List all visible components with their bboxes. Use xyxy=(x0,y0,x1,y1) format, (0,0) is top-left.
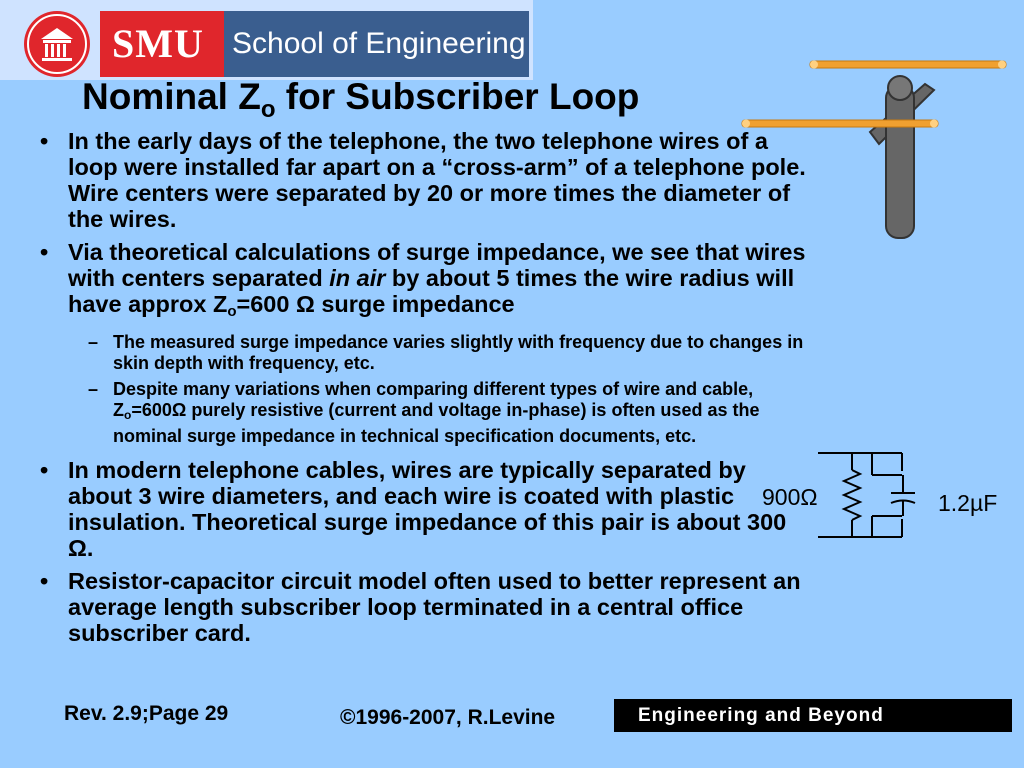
subbullet-subscript: o xyxy=(124,408,132,422)
bullet-text: =600 Ω surge impedance xyxy=(236,291,515,317)
bullet-subscript: o xyxy=(227,303,237,320)
dash-marker: – xyxy=(88,332,99,352)
subbullet-text: =600Ω purely resistive (current and voltage in-phase) is often used as the nominal surge impedance in technical specification documents, etc. xyxy=(113,400,760,446)
bullet-text: Via theoretical calculations of surge impedance, we see that wires with centers separated xyxy=(68,239,806,291)
bullet-text: In modern telephone cables, wires are typically separated by about 3 wire diameters, and each wire is coated with plastic insulation. Theoretical surge impedance of this pair is about 300 Ω. xyxy=(68,457,787,561)
bullet-marker: • xyxy=(40,239,49,265)
school-name: School of Engineering xyxy=(232,27,526,60)
title-rest: for Subscriber Loop xyxy=(275,76,640,117)
brand-name: SMU xyxy=(112,21,204,66)
subbullet-item xyxy=(40,332,810,374)
bullet-marker: • xyxy=(40,457,49,483)
bullet-marker: • xyxy=(40,128,49,154)
slide-title xyxy=(82,76,639,124)
subbullet-item xyxy=(40,379,810,447)
bullet-item xyxy=(40,457,810,561)
revision-page-label: Rev. 2.9;Page 29 xyxy=(64,702,229,725)
bullet-text: In the early days of the telephone, the two telephone wires of a loop were installed far apart on a “cross-arm” of a telephone pole. Wire centers were separated by 20 or more times the diameter of the wires. xyxy=(68,128,806,232)
subbullet-text: Despite many variations when comparing different types of wire and cable, Z xyxy=(113,379,754,420)
tagline-text: Engineering and Beyond xyxy=(638,705,884,726)
title-subscript: o xyxy=(260,96,276,123)
copyright-label: ©1996-2007, R.Levine xyxy=(340,706,556,729)
bullet-item xyxy=(40,568,810,646)
bullet-text: Resistor-capacitor circuit model often used to better represent an average length subscriber loop terminated in a central office subscriber card. xyxy=(68,568,801,646)
bullet-item xyxy=(40,128,810,232)
bullet-marker: • xyxy=(40,568,49,594)
smu-logo-banner xyxy=(0,0,533,80)
title-main: Nominal Z xyxy=(82,76,261,117)
bullet-emphasis: in air xyxy=(329,265,386,291)
telephone-pole-icon xyxy=(740,50,1010,250)
capacitor-label: 1.2µF xyxy=(938,490,998,516)
bullet-text: by about 5 times the wire radius will have approx Z xyxy=(68,265,795,317)
slide-body xyxy=(40,128,810,653)
bullet-item xyxy=(40,239,810,325)
tagline-banner xyxy=(614,699,1012,732)
resistor-label: 900Ω xyxy=(762,484,818,510)
dash-marker: – xyxy=(88,379,99,399)
smu-seal-icon xyxy=(24,11,90,77)
subbullet-text: The measured surge impedance varies slightly with frequency due to changes in skin depth with frequency, etc. xyxy=(113,332,804,373)
